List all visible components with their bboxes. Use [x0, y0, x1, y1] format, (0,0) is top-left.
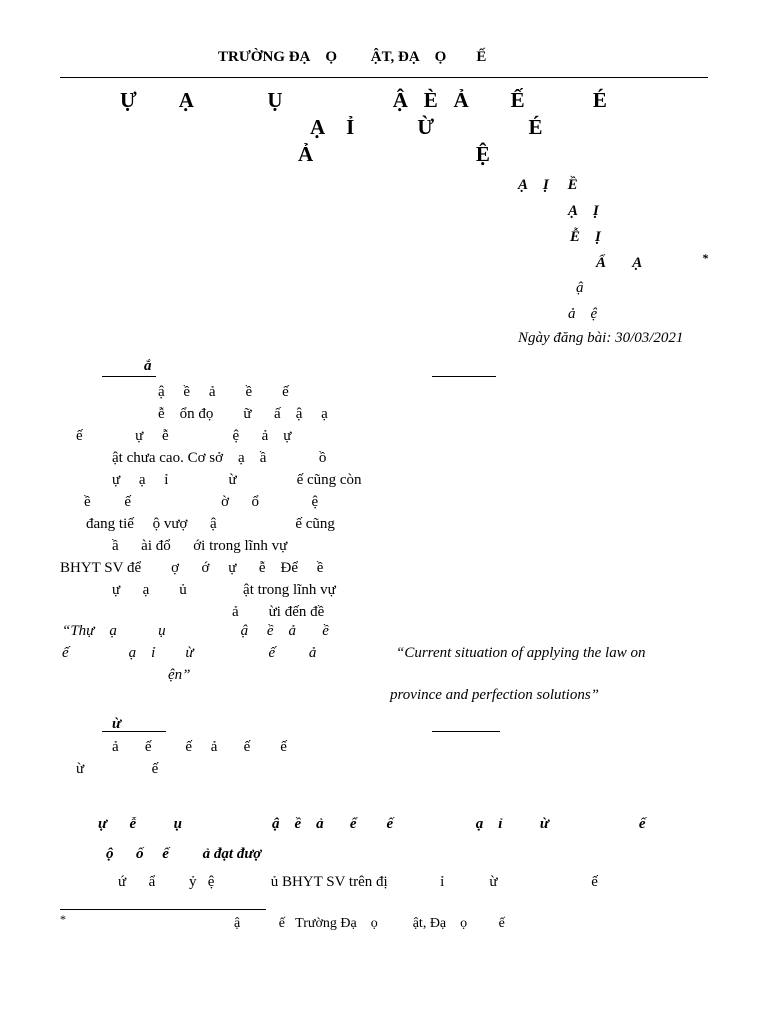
- author-4: Ẩ Ạ: [596, 255, 669, 271]
- cited-title-en-line-1: “Current situation of applying the law on: [396, 645, 646, 661]
- university-header: TRƯỜNG ĐẠ Ọ ẬT, ĐẠ Ọ Ế: [218, 49, 487, 65]
- author-2: Ạ Ị: [568, 203, 599, 219]
- keywords-heading: ừ: [112, 716, 121, 732]
- author-footnote-mark: *: [702, 251, 708, 265]
- section-subheading: ộ ố ế ả đạt đượ: [106, 846, 262, 862]
- paper-title-line-3: Ả Ệ: [298, 142, 490, 166]
- header-rule: [60, 77, 708, 78]
- cited-title-vi-line-1: “Thự ạ ụ ậ ề ả ề: [62, 623, 329, 639]
- keywords-line-1: ả ế ế ả ế ế: [112, 739, 287, 755]
- abstract-line: ậ ề ả ề ế: [158, 384, 289, 400]
- footnote-separator: [60, 909, 266, 910]
- cited-title-en-line-2: province and perfection solutions”: [390, 687, 600, 703]
- published-date: Ngày đăng bài: 30/03/2021: [518, 330, 684, 346]
- keywords-heading-underline: [102, 731, 166, 732]
- abstract-line: ả ừi đến đề: [232, 604, 325, 620]
- abstract-line: ầ ài đổ ới trong lĩnh vự: [112, 538, 288, 554]
- keywords-en-heading-rule: [432, 731, 500, 732]
- cited-title-vi-line-3: ện”: [168, 667, 191, 683]
- abstract-heading: ắ: [144, 358, 152, 374]
- footnote-text: ậ ế Trường Đạ ọ ật, Đạ ọ ế: [234, 916, 505, 931]
- abstract-heading-underline: [102, 376, 156, 377]
- author-1: Ạ Ị Ề: [518, 177, 578, 193]
- section-heading: ự ễ ụ ậ ề ả ể ế ạ ỉ ừ ế: [98, 816, 646, 832]
- abstract-line: đang tiế ộ vượ ậ ế cũng: [86, 516, 335, 532]
- author-affiliation-2: ả ệ: [568, 306, 598, 322]
- abstract-line: ề ế ờ ổ ệ: [84, 494, 319, 510]
- abstract-line: ự ạ ỉ ừ ế cũng còn: [112, 472, 362, 488]
- abstract-line: ễ ổn đọ ữ ấ ậ ạ: [158, 406, 328, 422]
- paper-title-line-2: Ạ Ỉ Ừ É: [310, 115, 543, 139]
- cited-title-vi-line-2: ế ạ ỉ ừ ế ả: [62, 645, 317, 661]
- author-affiliation-1: ậ: [576, 280, 584, 296]
- section-first-line: ứ ẩ ỷ ệ ủ BHYT SV trên đị ỉ ừ ế: [118, 874, 598, 890]
- abstract-en-heading-rule: [432, 376, 496, 377]
- author-3: Ễ Ị: [570, 229, 601, 245]
- abstract-line: BHYT SV để ợ ớ ự ễ Để ề: [60, 560, 324, 576]
- paper-title-line-1: Ự Ạ Ụ Ậ È Ả Ế É: [120, 88, 607, 112]
- abstract-line: ự ạ ủ ật trong lĩnh vự: [112, 582, 336, 598]
- footnote-mark: *: [60, 912, 66, 926]
- abstract-line: ật chưa cao. Cơ sở ạ ầ ồ: [112, 450, 327, 466]
- abstract-line: ế ự ễ ệ ả ự: [76, 428, 292, 444]
- keywords-line-2: ừ ế: [76, 761, 159, 777]
